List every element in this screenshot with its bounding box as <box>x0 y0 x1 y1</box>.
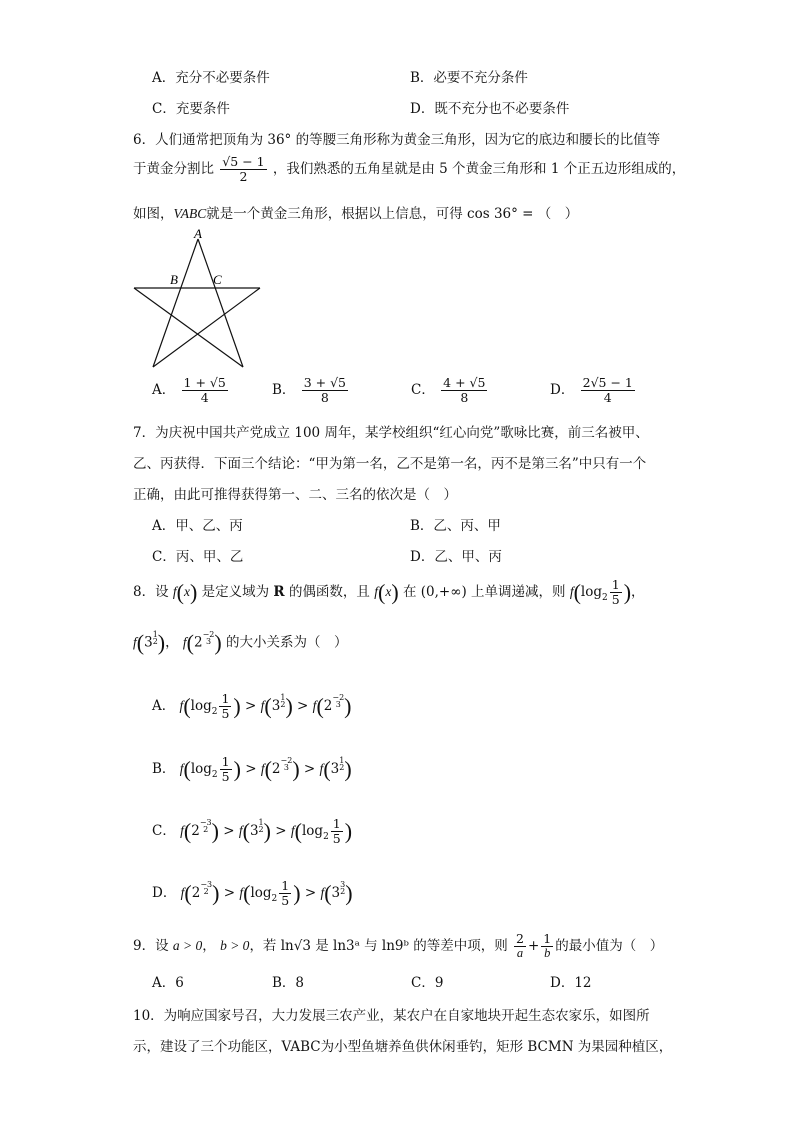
q8-option-b: B． $f(\log_2$ $\frac{1}{5}$ ) > f(2 −2 3 ) > f(3 1 2 ) <box>152 754 352 784</box>
q8-option-a: A． $f(\log_2$ $\frac{1}{5}$ ) > f(3 1 2 ) > f(2 −2 3 ) <box>152 691 352 721</box>
q6-option-b <box>272 376 350 405</box>
q9-option-b: B．8 <box>272 975 305 991</box>
q8-stem-line1: 8．设 f(x) 是定义域为 R 的偶函数，且 f(x) 在 (0,+∞) 上单调递减，则 $f(\log_2$ $\frac{1}{5}$ )， <box>133 577 645 607</box>
q5-option-a: A．充分不必要条件 <box>152 70 270 86</box>
q7-stem-line2: 乙、丙获得．下面三个结论：“甲为第一名，乙不是第一名，丙不是第三名”中只有一个 <box>133 456 647 472</box>
q6-stem-text: ，我们熟悉的五角星就是由 5 个黄金三角形和 1 个正五边形组成的， <box>272 160 686 177</box>
option-letter: C． <box>152 822 176 839</box>
golden-ratio-denominator: 2 <box>239 168 248 184</box>
star-edge <box>153 239 198 367</box>
golden-ratio-fraction <box>220 155 266 184</box>
q7-option-a: A．甲、乙、丙 <box>152 518 243 534</box>
q8-stem-text: 的偶函数，且 <box>288 583 370 600</box>
q6-stem-line3 <box>133 202 578 222</box>
option-letter: B． <box>152 760 176 777</box>
q6-stem-line2 <box>133 155 685 184</box>
q8-stem-text: 是定义域为 <box>201 583 270 600</box>
q8-option-d: D． f(2 −3 2 ) > $f(\log_2$ $\frac{1}{5}$ ) > f(3 3 2 ) <box>152 878 353 908</box>
condition-b: b > 0 <box>220 937 250 953</box>
option-numerator: 3 + √5 <box>303 375 347 390</box>
q8-option-c: C． f(2 −3 2 ) > f(3 1 2 ) > $f(\log_2$ $\frac{1}{5}$ ) <box>152 816 353 846</box>
option-letter: D． <box>152 884 177 901</box>
q5-option-d: D．既不充分也不必要条件 <box>410 101 570 117</box>
q9-stem-text: ，若 ln√3 是 ln3ᵃ 与 ln9ᵇ 的等差中项，则 <box>249 937 508 954</box>
vertex-label-a: A <box>194 226 202 241</box>
q7-stem-line1: 7．为庆祝中国共产党成立 100 周年，某学校组织“红心向党”歌咏比赛，前三名被甲、 <box>133 425 649 441</box>
q8-stem-line2: f(3 1 2 )， f(2 −2 3 ) 的大小关系为（ ） <box>133 629 348 655</box>
q8-stem-text: 8．设 <box>133 583 169 600</box>
q8-stem-text: 的大小关系为（ ） <box>226 634 348 651</box>
q5-option-b: B．必要不充分条件 <box>410 70 528 86</box>
q7-option-d: D．乙、甲、丙 <box>410 549 502 565</box>
option-letter: A． <box>152 381 176 398</box>
q10-stem-line1: 10．为响应国家号召，大力发展三农产业，某农户在自家地块开起生态农家乐，如图所 <box>133 1008 650 1024</box>
q5-option-c: C．充要条件 <box>152 101 230 117</box>
option-letter: B． <box>272 381 296 398</box>
q9-stem-text: 9．设 <box>133 937 169 954</box>
q9-option-c: C．9 <box>411 975 444 991</box>
q9-stem-text: 的最小值为（ ） <box>555 937 664 954</box>
option-letter: D． <box>550 381 575 398</box>
star-edge <box>198 239 243 367</box>
vertex-label-b: B <box>170 272 178 287</box>
option-denominator: 8 <box>320 389 329 405</box>
q6-option-d <box>550 376 637 405</box>
q9-option-a: A．6 <box>152 975 184 991</box>
q6-stem-text: 于黄金分割比 <box>133 160 214 177</box>
q7-option-b: B．乙、丙、甲 <box>410 518 501 534</box>
golden-ratio-numerator: √5 − 1 <box>222 154 265 169</box>
option-numerator: 4 + √5 <box>443 375 486 390</box>
option-numerator: 1 + √5 <box>183 375 226 390</box>
q10-stem-line2: 示，建设了三个功能区，VABC为小型鱼塘养鱼供休闲垂钓，矩形 BCMN 为果园种植区， <box>133 1039 673 1055</box>
q7-option-c: C．丙、甲、乙 <box>152 549 244 565</box>
q8-stem-text: 上单调递减，则 <box>471 583 566 600</box>
pentagram-figure <box>125 225 265 375</box>
star-edge <box>134 288 243 367</box>
q8-stem-text: 在 <box>402 583 417 600</box>
option-numerator: 2√5 − 1 <box>582 375 633 390</box>
option-letter: A． <box>152 697 176 714</box>
star-edge <box>153 288 260 367</box>
option-denominator: 4 <box>603 389 612 405</box>
q6-stem-text: 如图， <box>133 206 174 222</box>
option-denominator: 8 <box>460 389 469 405</box>
option-denominator: 4 <box>200 389 209 405</box>
condition-a: a > 0 <box>172 937 203 953</box>
q9-option-d: D．12 <box>550 975 592 991</box>
q6-stem-line1: 6．人们通常把顶角为 36° 的等腰三角形称为黄金三角形，因为它的底边和腰长的比值等 <box>133 132 661 148</box>
q6-stem-text: 就是一个黄金三角形，根据以上信息，可得 cos 36° = （ ） <box>206 206 579 222</box>
triangle-label: VABC <box>173 206 207 221</box>
func-f-x: f <box>172 583 177 599</box>
interval: (0,+∞) <box>420 583 467 600</box>
option-letter: C． <box>411 381 435 398</box>
real-set-symbol: R <box>273 583 285 600</box>
q9-stem-line1: 9．设 a > 0， b > 0，若 ln√3 是 ln3ᵃ 与 ln9ᵇ 的等差中项，则 $\frac{2}{a}$ + $\frac{1}{b}$ 的最小值为（ ） <box>133 931 664 960</box>
q7-stem-line3: 正确，由此可推得获得第一、二、三名的依次是（ ） <box>133 487 457 503</box>
q6-option-a <box>152 376 230 405</box>
vertex-label-c: C <box>213 272 222 287</box>
q6-option-c <box>411 376 489 405</box>
